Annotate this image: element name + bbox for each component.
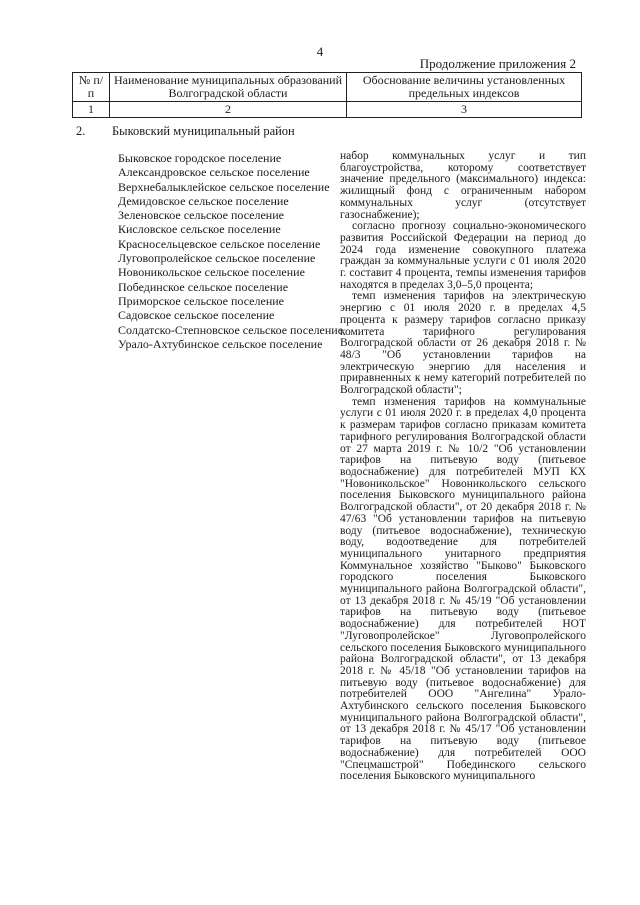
justification-paragraph: согласно прогнозу социально-экономического развития Российской Федерации на период до 2024 года изменение совокупного платежа граждан за коммунальные услуги с 01 июля 2020 г. составит 4 процента, темпы изменения тарифов находятся в пределах 3,0–5,0 процента; [340, 220, 586, 291]
col-name-index: 2 [110, 102, 347, 118]
list-item: Побединское сельское поселение [118, 279, 289, 294]
col-justification-index: 3 [347, 102, 582, 118]
header-table [72, 72, 582, 118]
list-item: Луговопролейское сельское поселение [118, 251, 316, 266]
justification-paragraph: темп изменения тарифов на коммунальные услуги с 01 июля 2020 г. в пределах 4,0 процента к размерам тарифов согласно приказам комитета тарифного регулирования Волгоградской области от 27 марта 2019 г. № 10/2 "Об установлении тарифов на питьевую воду (питьевое водоснабжение) для потребителей МУП КХ "Новоникольское" Новоникольского сельского поселения Быковского муниципального района Волгоградской области", от 20 декабря 2018 г. № 47/63 "Об установлении тарифов на питьевую воду (питьевое водоснабжение), техническую воду, водоотведение для потребителей муниципального унитарного предприятия Коммунальное хозяйство "Быково" Быковского городского поселения Быковского муниципального района Волгоградской области", от 13 декабря 2018 г. № 45/19 "Об установлении тарифов на питьевую воду (питьевое водоснабжение) для потребителей НОТ "Луговопролейское" Луговопролейского сельского поселения Быковского муниципального района Волгоградской области", от 13 декабря 2018 г. № 45/18 "Об установлении тарифов на питьевую воду (питьевое водоснабжение) для потребителей ООО "Ангелина" Урало-Ахтубинского сельского поселения Быковского муниципального района Волгоградской области", от 13 декабря 2018 г. № 45/17 "Об установлении тарифов на питьевую воду (питьевое водоснабжение) для потребителей ООО "Спецмашстрой" Побединского сельского поселения Быковского муниципального [340, 395, 586, 783]
list-item: Солдатско-Степновское сельское поселение [118, 322, 344, 337]
list-item: Садовское сельское поселение [118, 308, 275, 323]
col-number-index: 1 [73, 102, 110, 118]
continuation-label: Продолжение приложения 2 [419, 56, 576, 71]
justification-paragraph: набор коммунальных услуг и тип благоустройства, которому соответствует значение предельного (максимального) индекса: жилищный фонд с ограниченным набором коммунальных услуг (отсутствует газоснабжение); [340, 150, 586, 221]
settlement-list [118, 151, 343, 351]
list-item: Верхнебалыклейское сельское поселение [118, 179, 330, 194]
list-item: Александровское сельское поселение [118, 165, 310, 180]
justification-text [340, 151, 586, 783]
col-name-header: Наименование муниципальных образований Волгоградской области [110, 73, 347, 102]
col-justification-header: Обоснование величины установленных предельных индексов [347, 73, 582, 102]
list-item: Зеленовское сельское поселение [118, 208, 284, 223]
col-number-header: № п/п [73, 73, 110, 102]
list-item: Урало-Ахтубинское сельское поселение [118, 336, 323, 351]
justification-paragraph: темп изменения тарифов на электрическую энергию с 01 июля 2020 г. в пределах 4,5 процента к размеру тарифов согласно приказу комитета тарифного регулирования Волгоградской области от 26 декабря 2018 г. № 48/3 "Об установлении тарифов на электрическую энергию для населения и приравненных к нему категорий потребителей по Волгоградской области"; [340, 290, 586, 397]
page-number: 4 [316, 44, 324, 59]
section-number: 2. [76, 124, 86, 138]
list-item: Приморское сельское поселение [118, 293, 284, 308]
list-item: Быковское городское поселение [118, 151, 282, 165]
list-item: Красносельцевское сельское поселение [118, 236, 321, 251]
list-item: Новоникольское сельское поселение [118, 265, 305, 280]
list-item: Кисловское сельское поселение [118, 222, 281, 237]
column-numbers-row [73, 102, 582, 118]
list-item: Демидовское сельское поселение [118, 193, 289, 208]
header-row [73, 73, 582, 102]
section-name: Быковский муниципальный район [112, 124, 295, 138]
